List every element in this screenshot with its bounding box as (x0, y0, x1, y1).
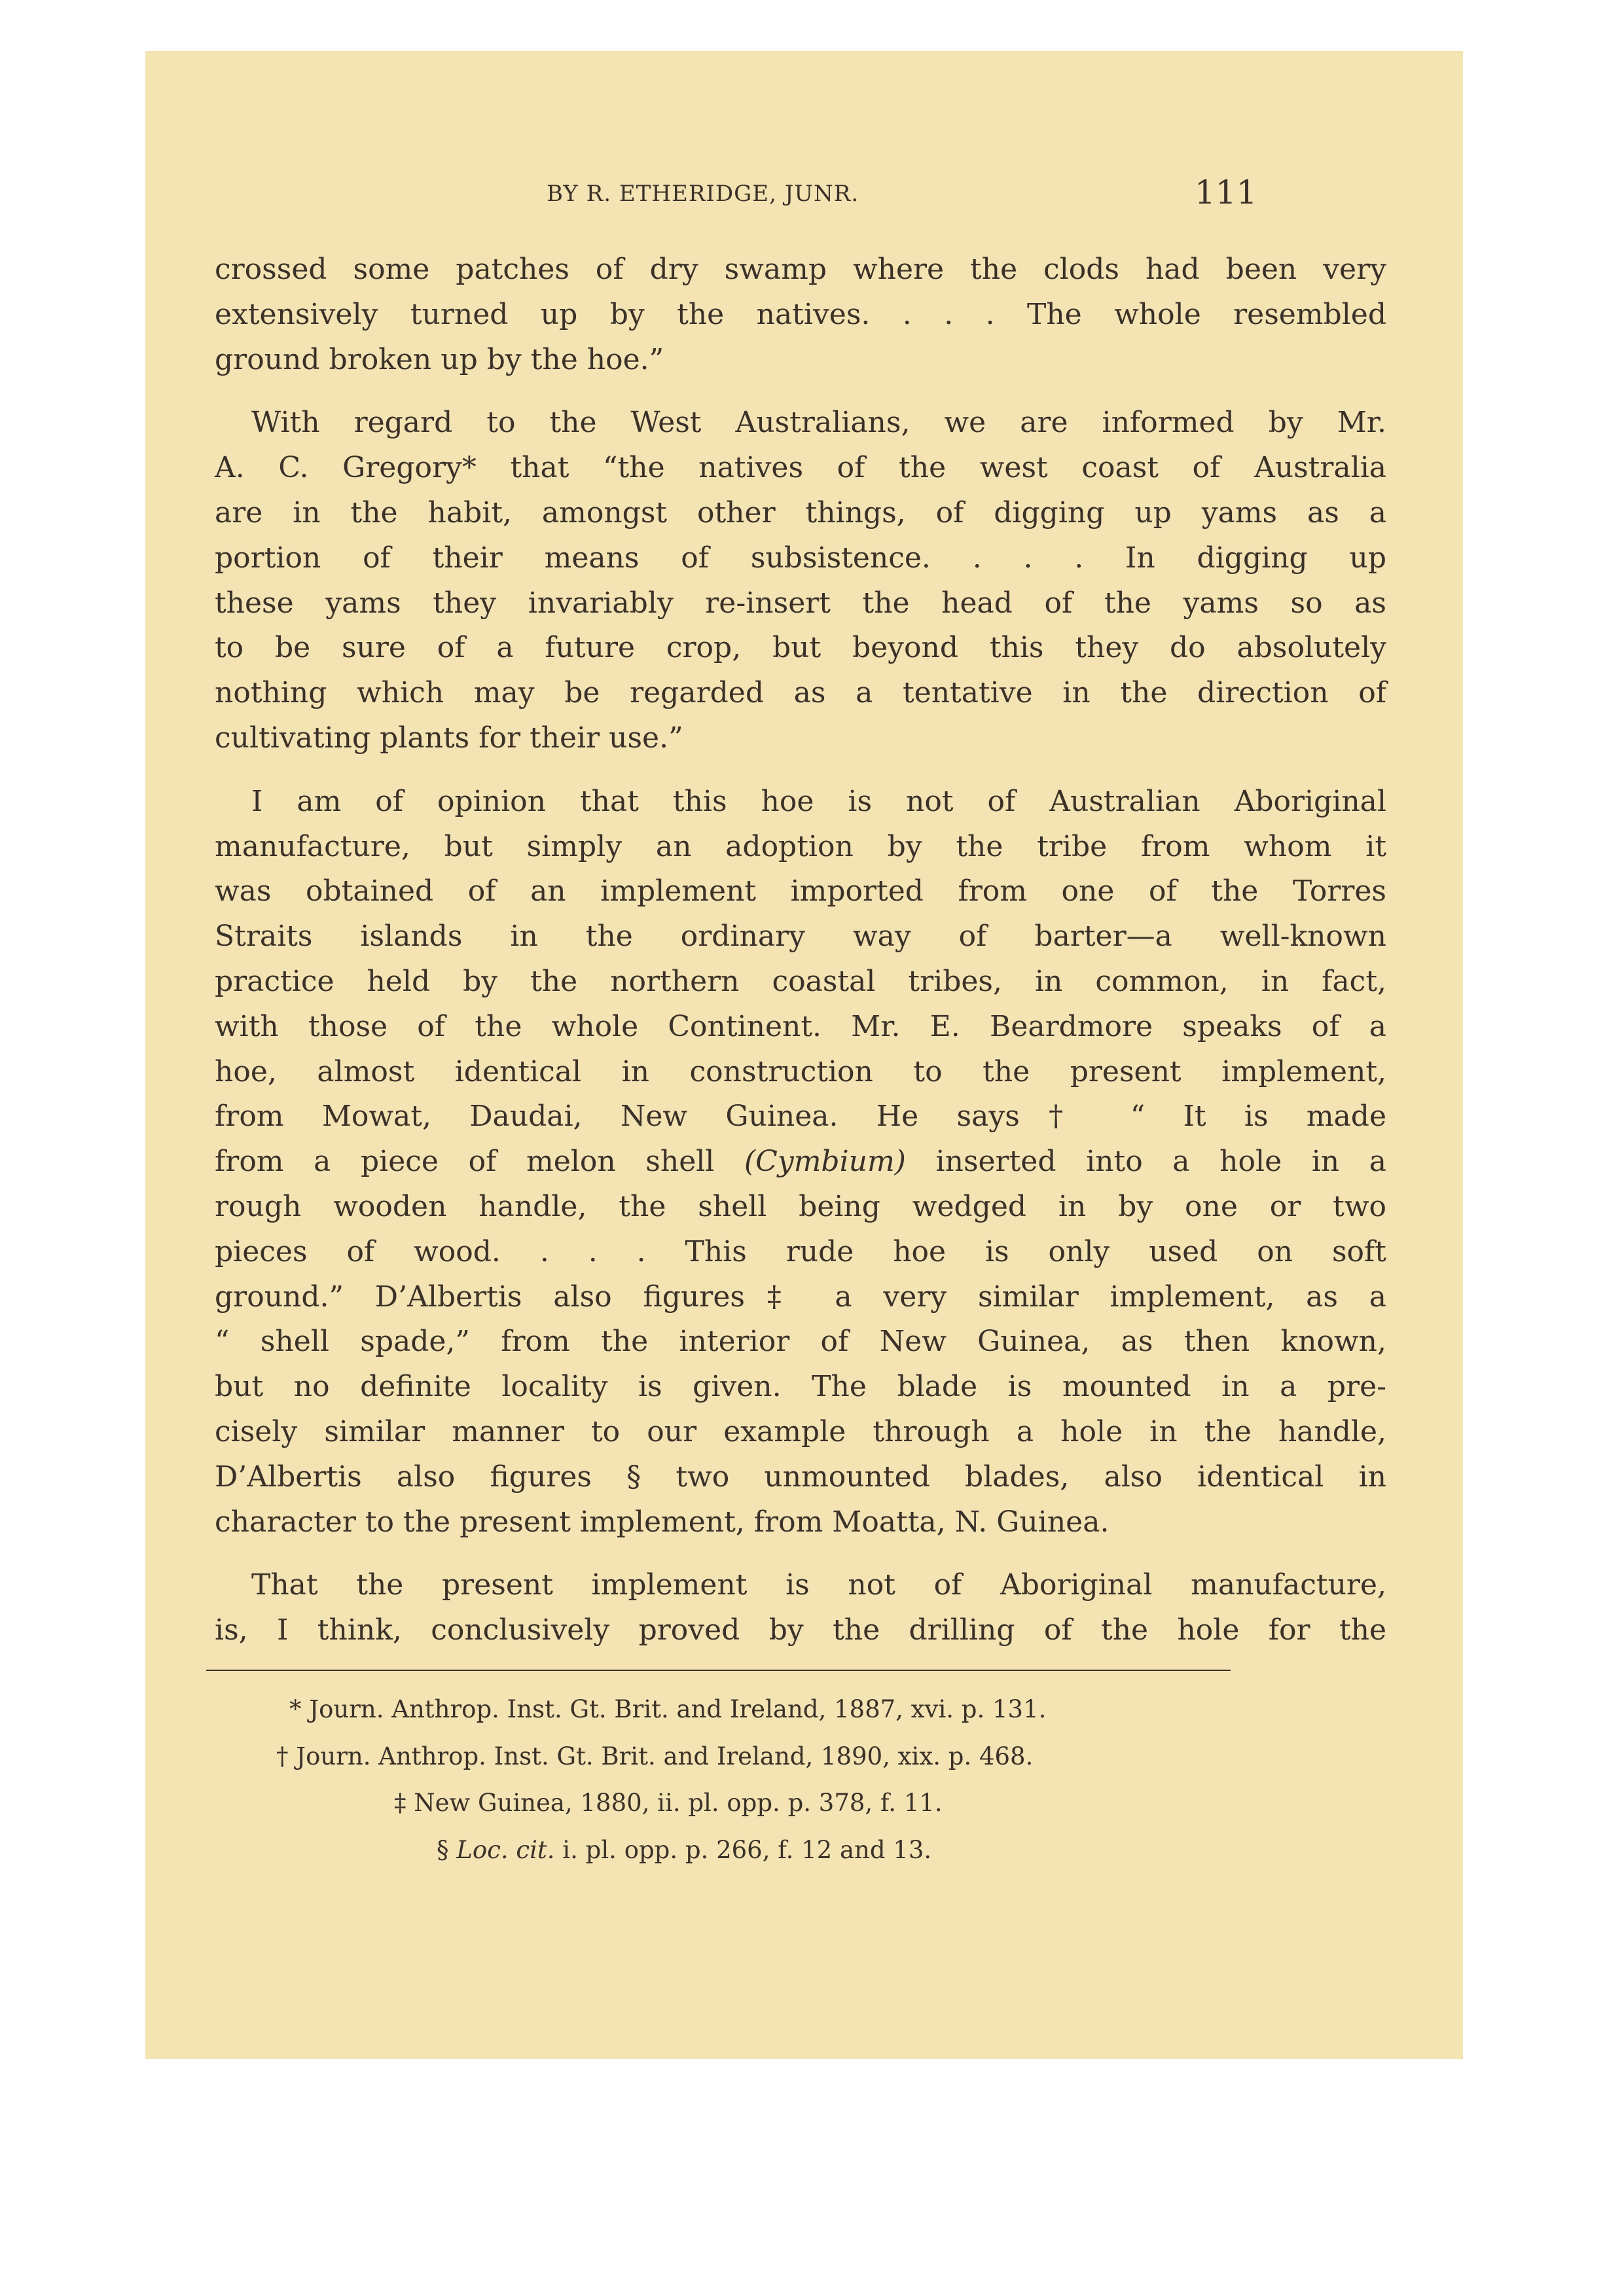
text-line: with those of the whole Continent. Mr. E. Beardmore speaks of a (215, 1009, 1386, 1043)
paragraph-2 (215, 401, 1386, 761)
text-line: are in the habit, amongst other things, of digging up yams as a (215, 495, 1386, 529)
text-line: hoe, almost identical in construction to the present implement, (215, 1054, 1386, 1088)
text-line: but no definite locality is given. The blade is mounted in a pre- (215, 1370, 1386, 1404)
footnote-2: † Journ. Anthrop. Inst. Gt. Brit. and Ireland, 1890, xix. p. 468. (276, 1742, 1034, 1770)
text-line: ground.” D’Albertis also figures‡ a very similar implement, as a (215, 1280, 1386, 1314)
text-line (215, 1139, 1386, 1185)
text-line: nothing which may be regarded as a tentative in the direction of (215, 676, 1386, 710)
italic-taxon: (Cymbium) (744, 1145, 906, 1179)
text-line: That the present implement is not of Aboriginal manufacture, (251, 1568, 1386, 1602)
text-segment: from a piece of melon shell (215, 1145, 745, 1179)
paragraph-4 (215, 1563, 1386, 1653)
text-line: portion of their means of subsistence. . . . In digging up (215, 541, 1386, 575)
footnote-4 (276, 1827, 1046, 1874)
text-line: from Mowat, Daudai, New Guinea. He says† “ It is made (215, 1100, 1386, 1134)
paragraph-gap (215, 761, 1386, 780)
paragraph-gap (215, 1545, 1386, 1563)
text-line: pieces of wood. . . . This rude hoe is only used on soft (215, 1234, 1386, 1268)
footnote-italic: Loc. cit. (456, 1835, 555, 1864)
text-line: A. C. Gregory* that “the natives of the west coast of Australia (215, 451, 1386, 485)
page-number: 111 (1195, 173, 1257, 211)
text-line: I am of opinion that this hoe is not of Australian Aboriginal (251, 784, 1386, 818)
footnote-1: * Journ. Anthrop. Inst. Gt. Brit. and Ireland, 1887, xvi. p. 131. (289, 1695, 1047, 1723)
text-line: extensively turned up by the natives. . . . The whole resembled (215, 297, 1386, 331)
page-sheet (145, 51, 1463, 2059)
paragraph-1 (215, 247, 1386, 382)
text-line: cultivating plants for their use.” (215, 721, 683, 755)
footnote-3: ‡ New Guinea, 1880, ii. pl. opp. p. 378, f. 11. (394, 1789, 943, 1817)
text-line: manufacture, but simply an adoption by the tribe from whom it (215, 829, 1386, 863)
text-line: these yams they invariably re-insert the head of the yams so as (215, 586, 1386, 620)
text-line: to be sure of a future crop, but beyond this they do absolutely (215, 631, 1386, 665)
text-line: “ shell spade,” from the interior of New Guinea, as then known, (215, 1325, 1386, 1359)
footnotes (276, 1686, 1046, 1873)
text-line: was obtained of an implement imported from one of the Torres (215, 874, 1386, 908)
paragraph-3 (215, 780, 1386, 1545)
footnote-mark: § (437, 1835, 457, 1864)
text-line: rough wooden handle, the shell being wedged in by one or two (215, 1189, 1386, 1223)
text-segment: inserted into a hole in a (905, 1145, 1386, 1179)
text-line: D’Albertis also figures § two unmounted blades, also identical in (215, 1460, 1386, 1494)
text-line: Straits islands in the ordinary way of barter—a well-known (215, 920, 1386, 954)
text-line: practice held by the northern coastal tribes, in common, in fact, (215, 964, 1386, 998)
text-line: cisely similar manner to our example through a hole in the handle, (215, 1414, 1386, 1448)
running-head: BY R. ETHERIDGE, JUNR. (547, 181, 859, 207)
footnote-divider (206, 1670, 1231, 1671)
text-line: character to the present implement, from Moatta, N. Guinea. (215, 1505, 1110, 1539)
text-line: is, I think, conclusively proved by the drilling of the hole for the (215, 1613, 1386, 1647)
text-line: crossed some patches of dry swamp where the clods had been very (215, 253, 1386, 286)
body-text (215, 247, 1386, 1653)
text-line: With regard to the West Australians, we are informed by Mr. (251, 406, 1386, 440)
paragraph-gap (215, 382, 1386, 401)
footnote-text: i. pl. opp. p. 266, f. 12 and 13. (554, 1835, 932, 1864)
text-line: ground broken up by the hoe.” (215, 342, 664, 376)
